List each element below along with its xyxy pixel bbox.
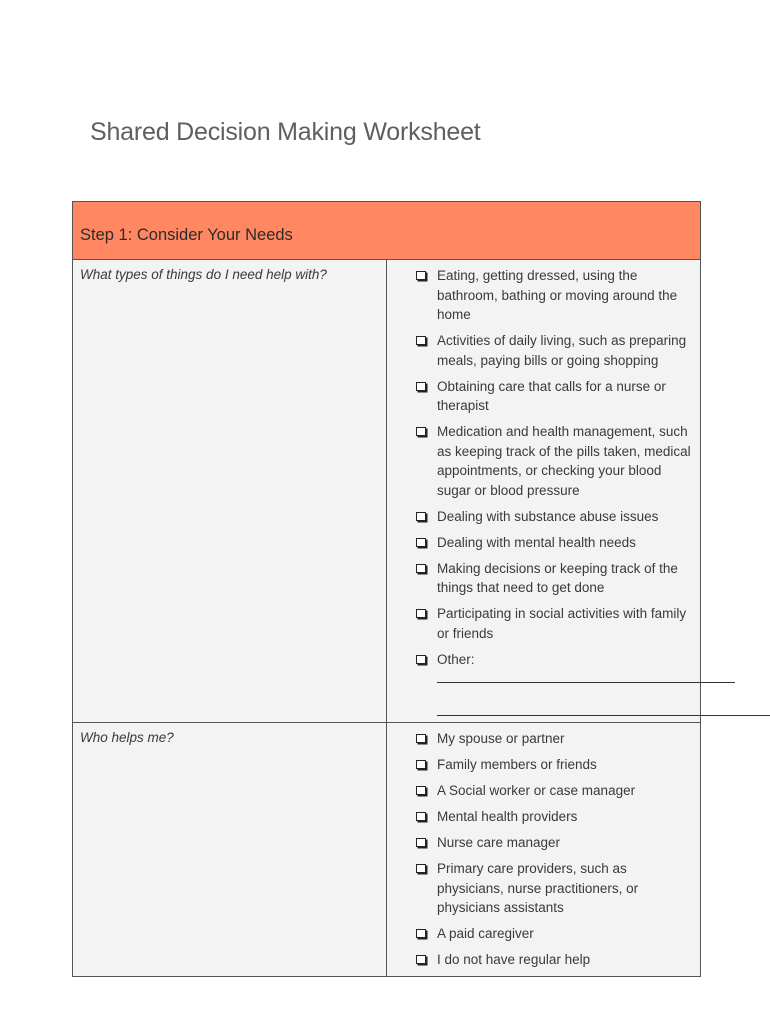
checkbox-icon[interactable] xyxy=(416,929,426,938)
needs-question-cell xyxy=(73,260,387,723)
needs-option[interactable] xyxy=(416,377,694,416)
needs-option-other[interactable] xyxy=(416,650,694,716)
helpers-option-label: My spouse or partner xyxy=(437,731,565,746)
needs-option-label: Medication and health management, such as keeping track of the pills taken, medical appointments, or checking your blood sugar or blood pressure xyxy=(437,424,691,498)
needs-options-list xyxy=(387,260,700,716)
checkbox-icon[interactable] xyxy=(416,564,426,573)
helpers-option[interactable] xyxy=(416,833,694,853)
needs-option[interactable] xyxy=(416,604,694,643)
step1-header xyxy=(73,202,701,260)
checkbox-icon[interactable] xyxy=(416,864,426,873)
helpers-option-label: I do not have regular help xyxy=(437,952,591,967)
checkbox-icon[interactable] xyxy=(416,538,426,547)
needs-option-label: Dealing with mental health needs xyxy=(437,534,636,550)
checkbox-icon[interactable] xyxy=(416,336,426,345)
helpers-option[interactable] xyxy=(416,807,694,827)
needs-option[interactable] xyxy=(416,533,694,553)
needs-option[interactable] xyxy=(416,422,694,500)
needs-option[interactable] xyxy=(416,266,694,325)
helpers-option-label: A paid caregiver xyxy=(437,926,534,941)
page-title: Shared Decision Making Worksheet xyxy=(90,118,481,146)
checkbox-icon[interactable] xyxy=(416,760,426,769)
helpers-option-label: Primary care providers, such as physicians, nurse practitioners, or physicians assistants xyxy=(437,861,639,915)
checkbox-icon[interactable] xyxy=(416,812,426,821)
needs-option-label: Eating, getting dressed, using the bathroom, bathing or moving around the home xyxy=(437,268,678,322)
needs-option-label: Dealing with substance abuse issues xyxy=(437,508,659,524)
helpers-option-label: A Social worker or case manager xyxy=(437,783,636,798)
helpers-option[interactable] xyxy=(416,950,694,970)
step1-header-label: Step 1: Consider Your Needs xyxy=(80,226,293,244)
step1-table xyxy=(72,201,701,977)
helpers-option[interactable] xyxy=(416,781,694,801)
helpers-question-cell xyxy=(73,723,387,977)
needs-question: What types of things do I need help with? xyxy=(80,267,327,282)
checkbox-icon[interactable] xyxy=(416,512,426,521)
checkbox-icon[interactable] xyxy=(416,609,426,618)
helpers-option[interactable] xyxy=(416,924,694,944)
checkbox-icon[interactable] xyxy=(416,734,426,743)
needs-option-label: Obtaining care that calls for a nurse or therapist xyxy=(437,378,666,413)
checkbox-icon[interactable] xyxy=(416,271,426,280)
helpers-option[interactable] xyxy=(416,755,694,775)
other-label: Other: xyxy=(437,651,475,667)
helpers-option-label: Mental health providers xyxy=(437,809,578,824)
helpers-options-list xyxy=(387,723,700,970)
checkbox-icon[interactable] xyxy=(416,838,426,847)
checkbox-icon[interactable] xyxy=(416,955,426,964)
other-fill-line[interactable] xyxy=(437,670,735,683)
checkbox-icon[interactable] xyxy=(416,655,426,664)
helpers-option-label: Nurse care manager xyxy=(437,835,561,850)
needs-option[interactable] xyxy=(416,507,694,527)
helpers-option-label: Family members or friends xyxy=(437,757,597,772)
helpers-question: Who helps me? xyxy=(80,730,174,745)
needs-option-label: Making decisions or keeping track of the things that need to get done xyxy=(437,560,678,595)
needs-options-cell xyxy=(387,260,701,723)
needs-option-label: Participating in social activities with family or friends xyxy=(437,606,687,641)
needs-option-label: Activities of daily living, such as preparing meals, paying bills or going shopping xyxy=(437,333,687,368)
helpers-option[interactable] xyxy=(416,859,694,918)
needs-option[interactable] xyxy=(416,331,694,370)
needs-option[interactable] xyxy=(416,559,694,598)
helpers-option[interactable] xyxy=(416,729,694,749)
checkbox-icon[interactable] xyxy=(416,382,426,391)
other-fill-line-2[interactable] xyxy=(437,701,770,716)
checkbox-icon[interactable] xyxy=(416,786,426,795)
checkbox-icon[interactable] xyxy=(416,427,426,436)
helpers-options-cell xyxy=(387,723,701,977)
